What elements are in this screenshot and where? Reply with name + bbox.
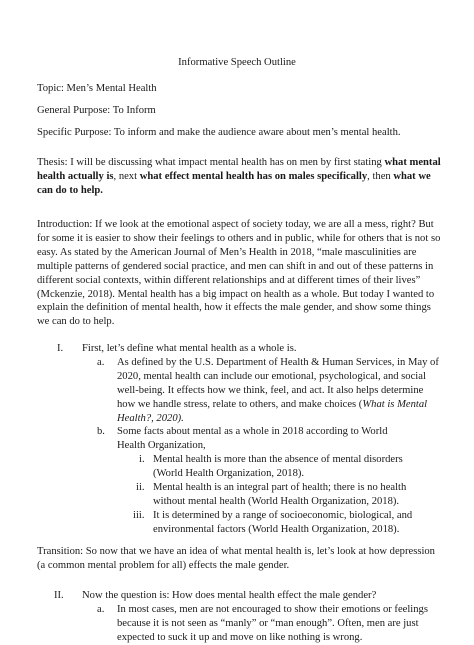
document-title: Informative Speech Outline <box>178 57 296 68</box>
thesis-text-3: , then <box>367 170 394 182</box>
section-1a-citation: What is Mental Health?, 2020). <box>117 398 428 424</box>
thesis-text-1: Thesis: I will be discussing what impact mental health has on men by first stating <box>37 157 385 168</box>
section-2-marker: II. <box>54 590 64 601</box>
section-1a-marker: a. <box>97 357 105 368</box>
specific-purpose-line: Specific Purpose: To inform and make the audience aware about men’s mental health. <box>37 127 401 138</box>
topic-line: Topic: Men’s Mental Health <box>37 83 157 94</box>
section-1-marker: I. <box>57 343 64 354</box>
thesis-text-2: , next <box>113 170 140 182</box>
thesis-point-1: what mental health actually is <box>37 157 441 182</box>
section-2a-text: In most cases, men are not encouraged to show their emotions or feelings because it is not seen as “manly” or “man enough”. Often, men are just expected to suck it up and move on like nothing is wrong. <box>117 604 428 643</box>
thesis-point-2: what effect mental health has on males specifically <box>139 170 368 182</box>
section-2a-marker: a. <box>97 604 105 615</box>
introduction-paragraph: Introduction: If we look at the emotional aspect of society today, we are all a mess, right? But for some it is easier to show their feelings to others and in public, while for others that is not so easy. As stated by the American Journal of Men’s Health in 2018, “male masculinities are multiple patterns of gendered social practice, and men can shift in and out of these patterns in different social contexts, within different relationships and at different times of their lives” (Mckenzie, 2018). Mental health has a big impact on health as a whole. But today I wanted to explain the definition of mental health, how it effects the male gender, and show some things we can do to help. <box>37 219 441 328</box>
section-1b-marker: b. <box>97 426 105 437</box>
general-purpose-line: General Purpose: To Inform <box>37 105 156 116</box>
section-1-heading: First, let’s define what mental health as a whole is. <box>82 343 297 354</box>
thesis-paragraph <box>37 156 441 198</box>
section-1a-body: As defined by the U.S. Department of Health & Human Services, in May of 2020, mental health can include our emotional, psychological, and social well-being. It effects how we think, feel, and act. It also helps determine how we handle stress, relate to others, and make choices ( <box>117 357 439 410</box>
section-1b-i-text: Mental health is more than the absence of mental disorders (World Health Organization, 2018). <box>153 454 403 479</box>
section-1b-ii-marker: ii. <box>136 482 145 493</box>
section-2-heading: Now the question is: How does mental health effect the male gender? <box>82 590 377 601</box>
section-1b-ii-text: Mental health is an integral part of health; there is no health without mental health (World Health Organization, 2018). <box>153 482 407 507</box>
transition-paragraph: Transition: So now that we have an idea of what mental health is, let’s look at how depression (a common mental problem for all) effects the male gender. <box>37 546 435 571</box>
thesis-point-3: what we can do to help. <box>37 170 431 196</box>
section-1b-iii-text: It is determined by a range of socioeconomic, biological, and environmental factors (World Health Organization, 2018). <box>153 510 413 535</box>
section-1b-iii-marker: iii. <box>133 510 145 521</box>
section-1b-i-marker: i. <box>139 454 145 465</box>
section-1b-text: Some facts about mental as a whole in 2018 according to World Health Organization, <box>117 426 388 451</box>
section-1a-text <box>117 356 442 426</box>
